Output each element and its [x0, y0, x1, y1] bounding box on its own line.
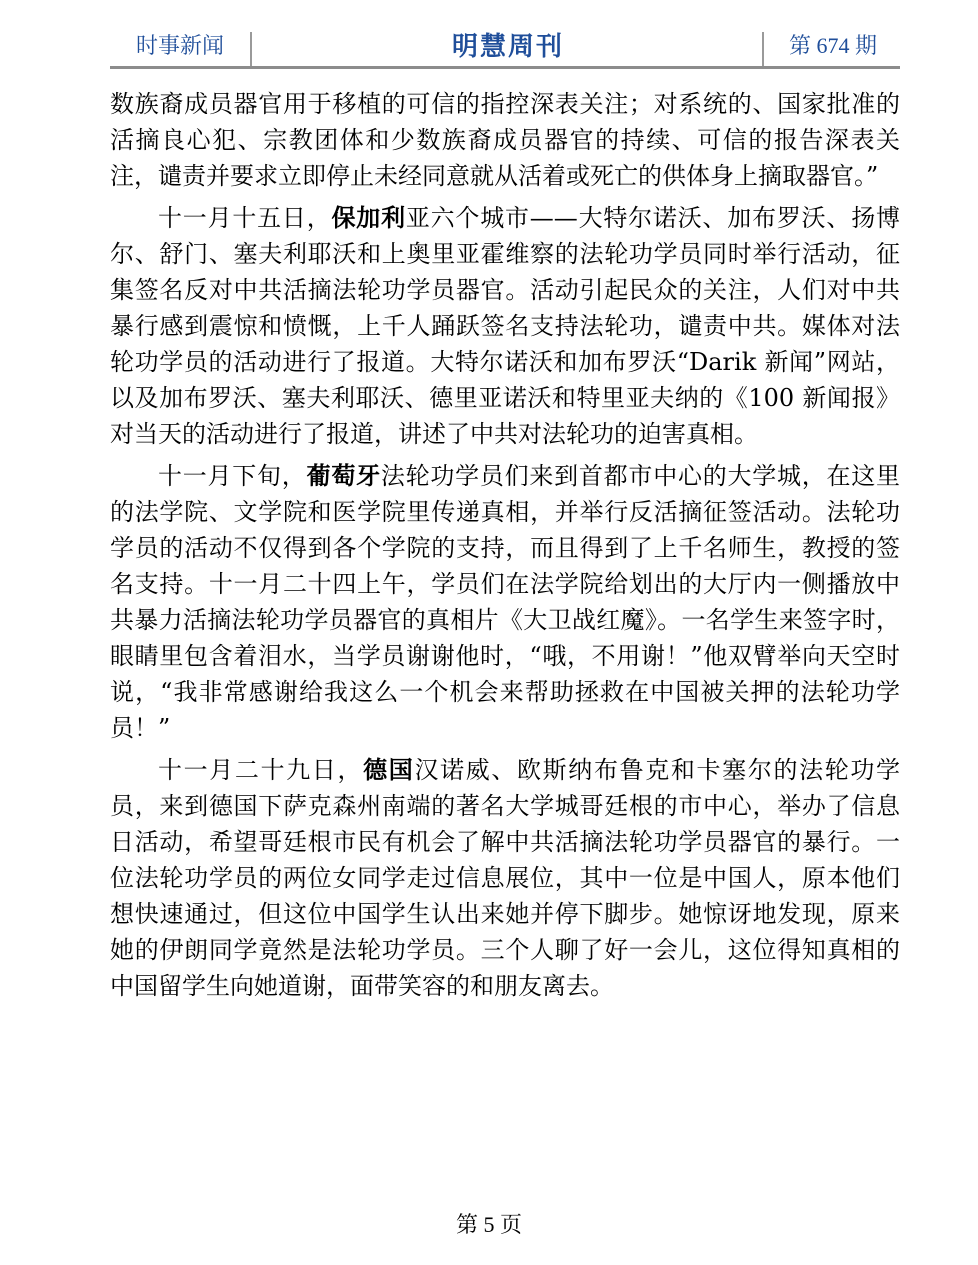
header-divider [762, 32, 764, 68]
page-header [110, 22, 900, 68]
country-name: 德国 [363, 755, 415, 784]
paragraph-lead: 十一月十五日， [158, 204, 332, 232]
country-name: 葡萄牙 [306, 461, 381, 490]
issue-number: 第 674 期 [788, 32, 877, 58]
page-number: 第 5 页 [455, 1212, 522, 1237]
paragraph [110, 86, 900, 194]
paragraph [110, 458, 900, 746]
paragraph-lead: 十一月下旬， [158, 462, 307, 490]
header-rule [110, 66, 900, 69]
paragraph-text: 数族裔成员器官用于移植的可信的指控深表关注；对系统的、国家批准的活摘良心犯、宗教团体和少数族裔成员器官的持续、可信的报告深表关注，谴责并要求立即停止未经同意就从活着或死亡的供体身上摘取器官。” [110, 90, 900, 190]
paragraph-lead: 十一月二十九日， [158, 756, 364, 784]
paragraph [110, 200, 900, 452]
paragraph-text: 法轮功学员们来到首都市中心的大学城，在这里的法学院、文学院和医学院里传递真相，并举行反活摘征签活动。法轮功学员的活动不仅得到各个学院的支持，而且得到了上千名师生，教授的签名支持。十一月二十四上午，学员们在法学院给划出的大厅内一侧播放中共暴力活摘法轮功学员器官的真相片《大卫战红魔》。一名学生来签字时，眼睛里包含着泪水，当学员谢谢他时，“哦，不用谢！”他双臂举向天空时说，“我非常感谢给我这么一个机会来帮助拯救在中国被关押的法轮功学员！” [110, 462, 901, 742]
paragraph-text: 亚六个城市——大特尔诺沃、加布罗沃、扬博尔、舒门、塞夫利耶沃和上奥里亚霍维察的法轮功学员同时举行活动，征集签名反对中共活摘法轮功学员器官。活动引起民众的关注，人们对中共暴行感到震惊和愤慨，上千人踊跃签名支持法轮功，谴责中共。媒体对法轮功学员的活动进行了报道。大特尔诺沃和加布罗沃“Darik 新闻”网站，以及加布罗沃、塞夫利耶沃、德里亚诺沃和特里亚夫纳的《100 新闻报》对当天的活动进行了报道，讲述了中共对法轮功的迫害真相。 [110, 204, 901, 448]
paragraph [110, 752, 900, 1004]
section-label: 时事新闻 [135, 32, 224, 58]
country-name: 保加利 [331, 203, 406, 232]
article-body [110, 86, 900, 1010]
paragraph-text: 汉诺威、欧斯纳布鲁克和卡塞尔的法轮功学员，来到德国下萨克森州南端的著名大学城哥廷根的市中心，举办了信息日活动，希望哥廷根市民有机会了解中共活摘法轮功学员器官的暴行。一位法轮功学员的两位女同学走过信息展位，其中一位是中国人，原本他们想快速通过，但这位中国学生认出来她并停下脚步。她惊讶地发现，原来她的伊朗同学竟然是法轮功学员。三个人聊了好一会儿，这位得知真相的中国留学生向她道谢，面带笑容的和朋友离去。 [110, 756, 901, 1000]
publication-title: 明慧周刊 [451, 31, 564, 61]
